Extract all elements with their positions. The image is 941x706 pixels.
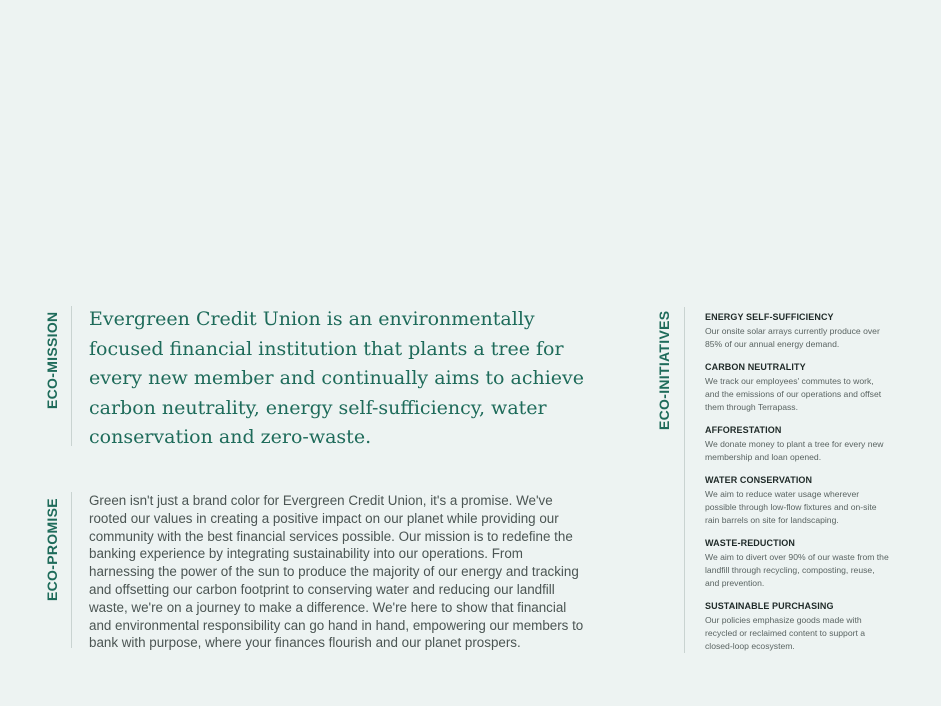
initiatives-divider bbox=[684, 307, 685, 653]
initiative-description: We aim to reduce water usage wherever possible through low-flow fixtures and on-site rain barrels on site for landscaping. bbox=[705, 489, 877, 525]
initiative-description: We donate money to plant a tree for every new membership and loan opened. bbox=[705, 439, 884, 462]
initiative-item bbox=[705, 362, 890, 414]
initiative-title: WASTE-REDUCTION bbox=[705, 538, 795, 548]
initiative-description: Our policies emphasize goods made with recycled or reclaimed content to support a closed-loop ecosystem. bbox=[705, 615, 866, 651]
initiative-item bbox=[705, 538, 890, 590]
mission-statement: Evergreen Credit Union is an environmentally focused financial institution that plants a tree for every new member and continually aims to achieve carbon neutrality, energy self-sufficiency, water conservation and zero-waste. bbox=[89, 308, 585, 448]
initiative-item bbox=[705, 312, 890, 351]
eco-initiatives-label: ECO-INITIATIVES bbox=[656, 310, 672, 430]
initiative-item bbox=[705, 601, 890, 651]
initiative-item bbox=[705, 425, 890, 464]
eco-mission-label: ECO-MISSION bbox=[44, 311, 60, 409]
promise-statement: Green isn't just a brand color for Evergreen Credit Union, it's a promise. We've rooted our values in creating a positive impact on our planet while providing our community with the best financial services possible. Our mission is to redefine the banking experience by integrating sustainability into our operations. From harnessing the power of the sun to produce the majority of our energy and tracking and offsetting our carbon footprint to conserving water and reducing our landfill waste, we're on a journey to make a difference. We're here to show that financial and environmental responsibility can go hand in hand, empowering our members to bank with purpose, where your finances flourish and our planet prospers. bbox=[89, 493, 584, 650]
promise-divider bbox=[71, 492, 72, 648]
initiative-title: WATER CONSERVATION bbox=[705, 475, 813, 485]
initiative-title: AFFORESTATION bbox=[705, 425, 782, 435]
initiative-description: Our onsite solar arrays currently produce over 85% of our annual energy demand. bbox=[705, 326, 880, 349]
initiative-description: We aim to divert over 90% of our waste from the landfill through recycling, composting, reuse, and prevention. bbox=[705, 552, 889, 588]
initiative-title: ENERGY SELF-SUFFICIENCY bbox=[705, 312, 834, 322]
initiatives-list bbox=[705, 312, 890, 651]
initiative-description: We track our employees' commutes to work, and the emissions of our operations and offset them through Terrapass. bbox=[705, 376, 882, 412]
eco-promise-label: ECO-PROMISE bbox=[44, 498, 60, 601]
initiative-title: CARBON NEUTRALITY bbox=[705, 362, 806, 372]
initiative-title: SUSTAINABLE PURCHASING bbox=[705, 601, 834, 611]
initiative-item bbox=[705, 475, 890, 527]
mission-divider bbox=[71, 306, 72, 446]
